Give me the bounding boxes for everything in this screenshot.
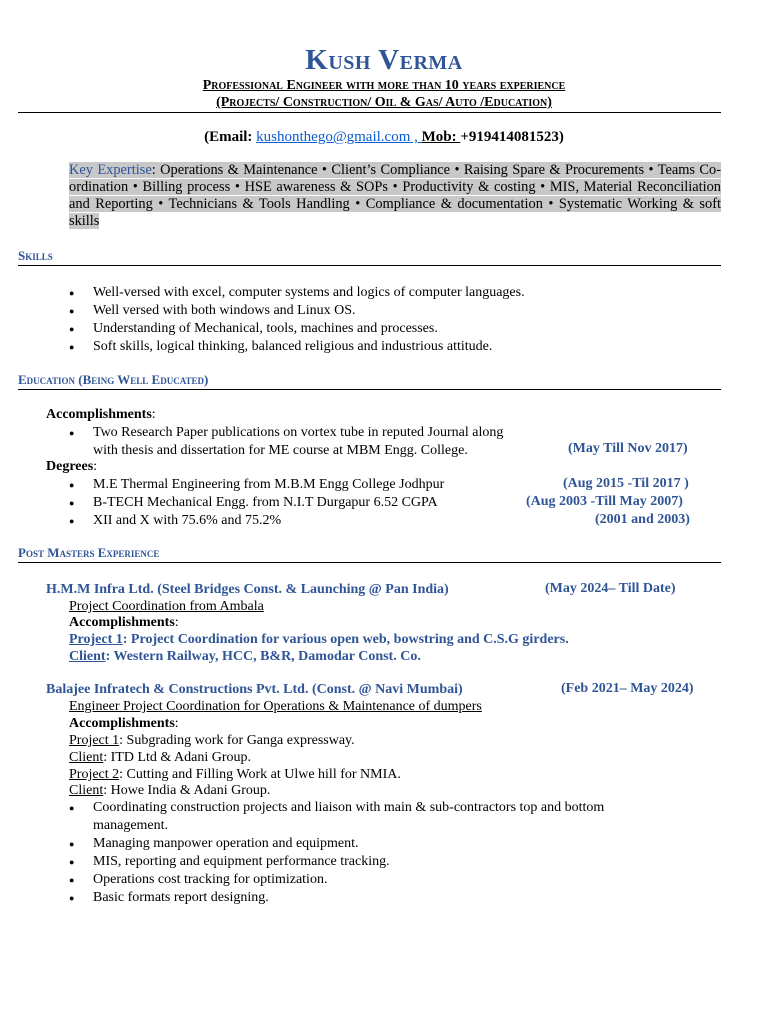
degree-date: (Aug 2003 -Till May 2007) (526, 494, 683, 509)
job-project: Project 1: Project Coordination for various open web, bowstring and C.S.G girders. (69, 632, 569, 647)
skill-item: ● Well-versed with excel, computer systems and logics of computer languages. (69, 284, 729, 302)
degree-item: ● XII and X with 75.6% and 75.2% (69, 512, 519, 530)
degree-date: (Aug 2015 -Til 2017 ) (563, 476, 689, 491)
education-heading: Education (Being Well Educated) (18, 372, 209, 387)
job-role: Engineer Project Coordination for Operations & Maintenance of dumpers (69, 699, 482, 714)
key-expertise (69, 162, 721, 230)
job-company: H.M.M Infra Ltd. (Steel Bridges Const. & Launching @ Pan India) (46, 582, 449, 597)
job-client: Client: Western Railway, HCC, B&R, Damodar Const. Co. (69, 649, 421, 664)
skill-item: ● Soft skills, logical thinking, balanced religious and industrious attitude. (69, 338, 729, 356)
job-project: Project 1: Subgrading work for Ganga expressway. (69, 733, 355, 748)
accomplishment-item: ● Two Research Paper publications on vortex tube in reputed Journal along with thesis and dissertation for ME course at MBM Engg. College. (69, 424, 569, 460)
education-accomplishments-list (69, 424, 569, 460)
education-rule (18, 389, 721, 390)
headline-domains: (Projects/ Construction/ Oil & Gas/ Auto /Education) (216, 95, 552, 110)
skill-item: ● Understanding of Mechanical, tools, machines and processes. (69, 320, 729, 338)
email-link[interactable]: kushonthego@gmail.com (256, 129, 411, 145)
duty-item: ● Coordinating construction projects and liaison with main & sub-contractors top and bottom management. (69, 799, 669, 835)
job-company: Balajee Infratech & Constructions Pvt. Ltd. (Const. @ Navi Mumbai) (46, 682, 463, 697)
job-duties-list (69, 799, 669, 907)
duty-item: ● MIS, reporting and equipment performance tracking. (69, 853, 669, 871)
duty-item: ● Managing manpower operation and equipment. (69, 835, 669, 853)
skills-list (69, 284, 729, 356)
job-date: (Feb 2021– May 2024) (561, 681, 694, 696)
skills-heading: Skills (18, 248, 53, 263)
experience-heading: Post Masters Experience (18, 545, 160, 560)
skill-item: ● Well versed with both windows and Linux OS. (69, 302, 729, 320)
key-expertise-text: : Operations & Maintenance • Client’s Compliance • Raising Spare & Procurements • Teams Co-ordination • Billing process • HSE awareness & SOPs • Productivity & costing • MIS, Material Reconciliation and Reporting • Technicians & Tools Handling • Compliance & documentation • Systematic Working & soft skills (69, 162, 721, 229)
key-expertise-label: Key Expertise (69, 162, 152, 178)
job-client: Client: ITD Ltd & Adani Group. (69, 750, 251, 765)
job-project: Project 2: Cutting and Filling Work at Ulwe hill for NMIA. (69, 767, 401, 782)
email-label: (Email: (204, 129, 257, 145)
accomplishment-date: (May Till Nov 2017) (568, 441, 688, 456)
job-date: (May 2024– Till Date) (545, 581, 676, 596)
degree-item: ● B-TECH Mechanical Engg. from N.I.T Durgapur 6.52 CGPA (69, 494, 519, 512)
headline-subtitle: Professional Engineer with more than 10 years experience (202, 78, 566, 93)
duty-item: ● Basic formats report designing. (69, 889, 669, 907)
accomplishments-label: Accomplishments: (46, 407, 156, 422)
contact-line (0, 129, 768, 146)
duty-item: ● Operations cost tracking for optimization. (69, 871, 669, 889)
job-accomplishments-label: Accomplishments: (69, 716, 179, 731)
degrees-label: Degrees: (46, 459, 98, 474)
comma-separator: , (410, 129, 422, 145)
degree-item: ● M.E Thermal Engineering from M.B.M Engg College Jodhpur (69, 476, 519, 494)
candidate-name: Kush Verma (305, 44, 463, 76)
degree-date: (2001 and 2003) (595, 512, 690, 527)
degrees-list (69, 476, 519, 530)
mob-label: Mob: (421, 129, 461, 145)
job-client: Client: Howe India & Adani Group. (69, 783, 271, 798)
experience-rule (18, 562, 721, 563)
job-accomplishments-label: Accomplishments: (69, 615, 179, 630)
header-rule (18, 112, 721, 113)
job-role: Project Coordination from Ambala (69, 599, 264, 614)
phone-number: +919414081523) (460, 129, 564, 145)
skills-rule (18, 265, 721, 266)
